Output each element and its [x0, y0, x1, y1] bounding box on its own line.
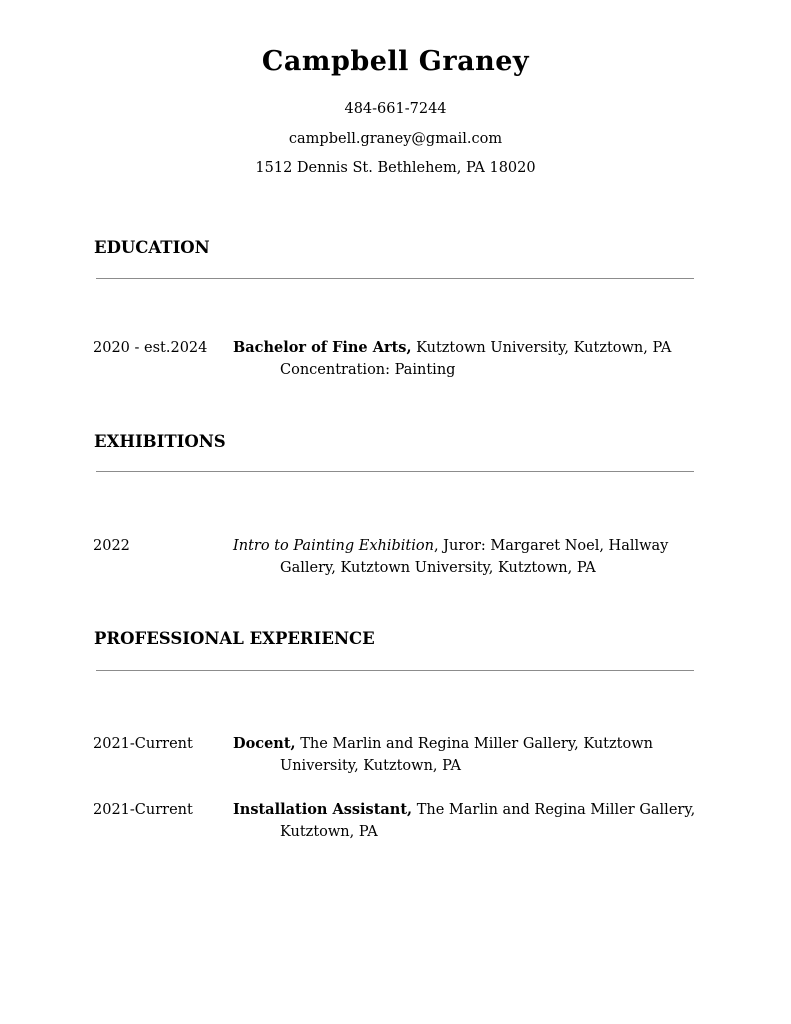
entry-date: 2020 - est.2024: [93, 340, 208, 356]
section-divider: [96, 278, 694, 279]
section-title-education: EDUCATION: [94, 238, 210, 257]
section-divider: [96, 471, 694, 472]
entry-line-2: Gallery, Kutztown University, Kutztown, PA: [280, 560, 596, 576]
entry-date: 2022: [93, 538, 130, 554]
entry-line-2: University, Kutztown, PA: [280, 758, 462, 774]
entry-show-title: Intro to Painting Exhibition: [233, 538, 434, 554]
contact-email: campbell.graney@gmail.com: [288, 131, 503, 147]
contact-phone: 484-661-7244: [344, 101, 447, 117]
entry-date: 2021-Current: [93, 802, 193, 818]
section-title-experience: PROFESSIONAL EXPERIENCE: [94, 629, 375, 648]
entry-line-2: Kutztown, PA: [280, 824, 378, 840]
entry-details: The Marlin and Regina Miller Gallery,: [412, 802, 696, 818]
section-divider: [96, 670, 694, 671]
entry-role: Installation Assistant,: [233, 801, 413, 818]
resume-name: Campbell Graney: [261, 46, 530, 77]
entry-line-1: [233, 535, 668, 557]
section-title-exhibitions: EXHIBITIONS: [94, 432, 226, 451]
entry-role: Docent,: [233, 735, 296, 752]
entry-date: 2021-Current: [93, 736, 193, 752]
entry-line-2: Concentration: Painting: [280, 362, 456, 378]
entry-details: , Juror: Margaret Noel, Hallway: [433, 538, 669, 554]
entry-details: Kutztown University, Kutztown, PA: [411, 340, 672, 356]
entry-line-1: [233, 733, 653, 755]
entry-line-1: [233, 337, 671, 359]
entry-line-1: [233, 799, 695, 821]
entry-degree: Bachelor of Fine Arts,: [233, 339, 412, 356]
entry-details: The Marlin and Regina Miller Gallery, Kutztown: [295, 736, 653, 752]
contact-address: 1512 Dennis St. Bethlehem, PA 18020: [255, 160, 536, 176]
